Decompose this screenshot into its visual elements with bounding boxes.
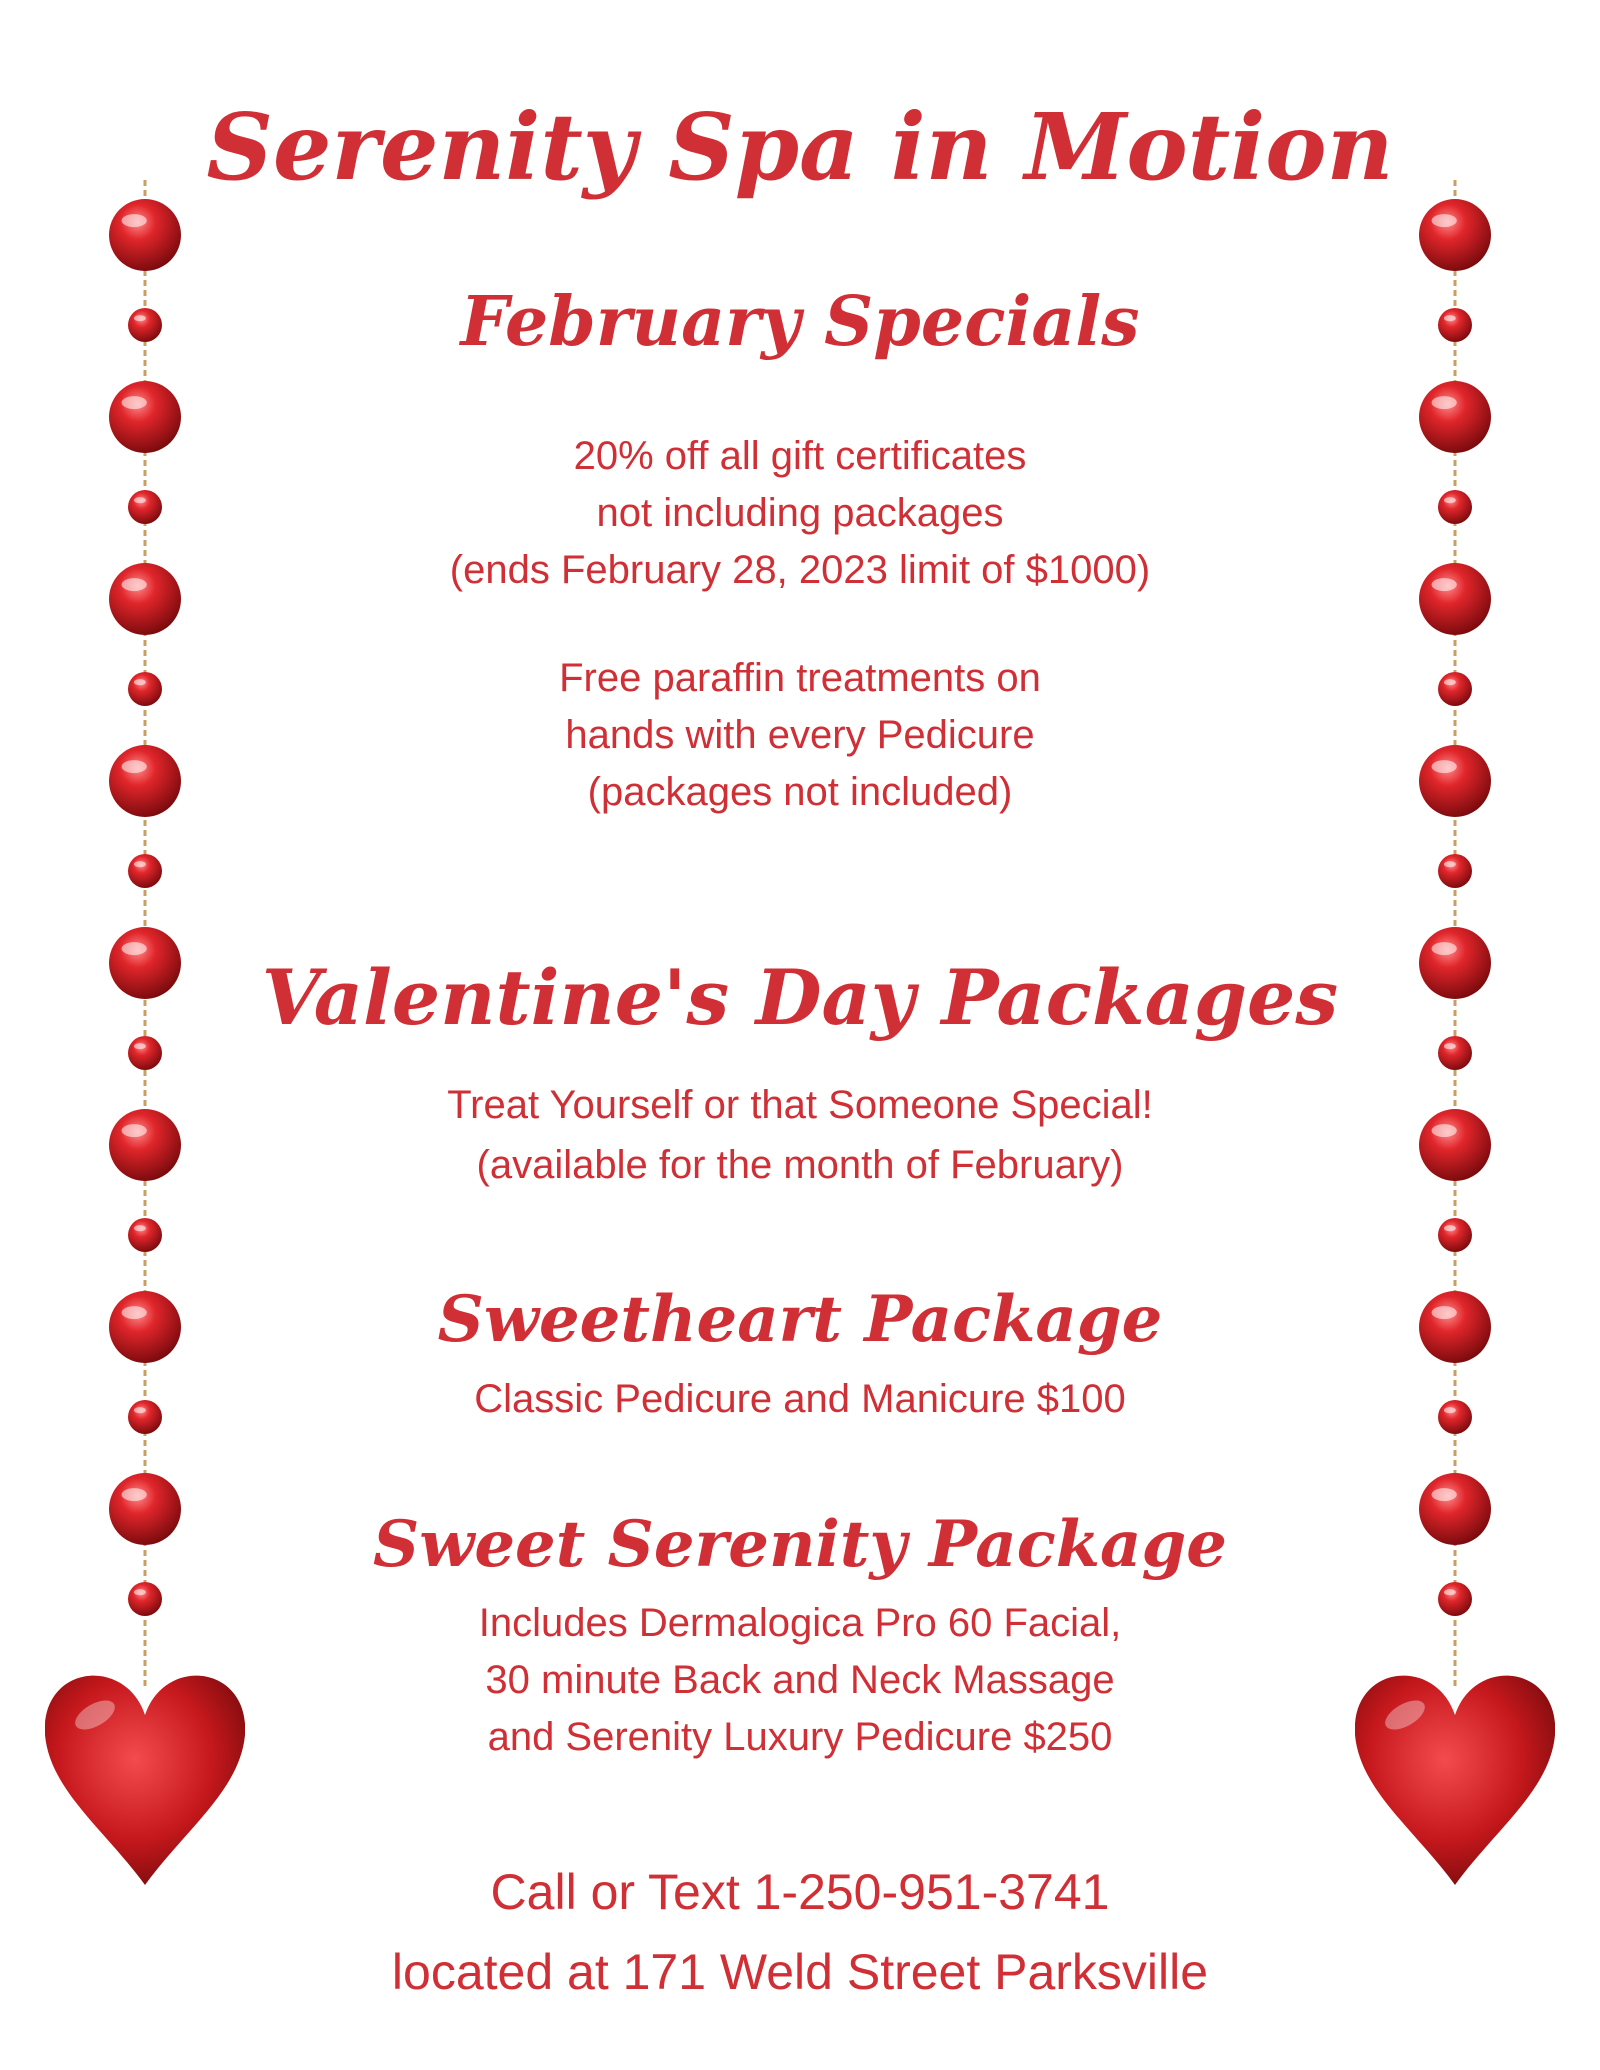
large-red-bead xyxy=(109,927,181,999)
bead-highlight xyxy=(122,578,147,591)
bead-highlight xyxy=(122,214,147,227)
small-red-bead xyxy=(128,308,162,342)
bead-highlight xyxy=(1432,214,1457,227)
large-red-bead xyxy=(1419,745,1491,817)
bead-highlight xyxy=(1444,679,1456,685)
gift-certificate-offer xyxy=(200,428,1400,599)
offer-line: (packages not included) xyxy=(587,770,1013,814)
small-red-bead xyxy=(128,1218,162,1252)
valentines-intro xyxy=(200,1075,1400,1195)
small-red-bead xyxy=(1438,672,1472,706)
offer-line: hands with every Pedicure xyxy=(565,713,1035,757)
large-red-bead xyxy=(109,1473,181,1545)
large-red-bead xyxy=(1419,381,1491,453)
bead-highlight xyxy=(1432,578,1457,591)
bead-highlight xyxy=(134,1043,146,1049)
package-line: 30 minute Back and Neck Massage xyxy=(485,1658,1115,1702)
small-red-bead xyxy=(128,672,162,706)
spa-title: Serenity Spa in Motion xyxy=(206,93,1394,201)
intro-line: (available for the month of February) xyxy=(476,1143,1124,1187)
bead-highlight xyxy=(1432,760,1457,773)
offer-line: Free paraffin treatments on xyxy=(559,656,1041,700)
package-line: and Serenity Luxury Pedicure $250 xyxy=(487,1715,1113,1759)
large-red-bead xyxy=(109,1109,181,1181)
bead-highlight xyxy=(122,1124,147,1137)
offer-line: not including packages xyxy=(596,491,1004,535)
bead-highlight xyxy=(1444,1407,1456,1413)
small-red-bead xyxy=(128,1582,162,1616)
large-red-bead xyxy=(1419,927,1491,999)
bead-highlight xyxy=(134,861,146,867)
small-red-bead xyxy=(1438,1582,1472,1616)
bead-highlight xyxy=(134,1407,146,1413)
valentines-packages-heading: Valentine's Day Packages xyxy=(261,953,1339,1042)
small-red-bead xyxy=(1438,308,1472,342)
bead-highlight xyxy=(1444,497,1456,503)
bead-highlight xyxy=(134,497,146,503)
package-line: Includes Dermalogica Pro 60 Facial, xyxy=(478,1601,1122,1645)
sweet-serenity-package-details xyxy=(200,1595,1400,1766)
large-red-bead xyxy=(1419,563,1491,635)
large-red-bead xyxy=(1419,199,1491,271)
small-red-bead xyxy=(128,1400,162,1434)
large-red-bead xyxy=(1419,1109,1491,1181)
bead-highlight xyxy=(1444,861,1456,867)
bead-highlight xyxy=(134,1225,146,1231)
bead-highlight xyxy=(122,942,147,955)
bead-highlight xyxy=(122,1488,147,1501)
sweetheart-package-details: Classic Pedicure and Manicure $100 xyxy=(474,1377,1126,1421)
february-specials-heading: February Specials xyxy=(460,282,1140,362)
bead-highlight xyxy=(1432,942,1457,955)
large-red-bead xyxy=(109,563,181,635)
small-red-bead xyxy=(1438,1218,1472,1252)
bead-highlight xyxy=(1432,396,1457,409)
small-red-bead xyxy=(1438,854,1472,888)
intro-line: Treat Yourself or that Someone Special! xyxy=(447,1083,1153,1127)
contact-phone: Call or Text 1-250-951-3741 xyxy=(490,1864,1110,1920)
bead-highlight xyxy=(122,396,147,409)
large-red-bead xyxy=(109,381,181,453)
small-red-bead xyxy=(1438,490,1472,524)
offer-line: 20% off all gift certificates xyxy=(573,434,1027,478)
bead-highlight xyxy=(1444,315,1456,321)
bead-highlight xyxy=(122,760,147,773)
large-red-bead xyxy=(109,1291,181,1363)
contact-address: located at 171 Weld Street Parksville xyxy=(391,1944,1209,2000)
sweetheart-package-heading: Sweetheart Package xyxy=(437,1282,1163,1357)
bead-highlight xyxy=(122,1306,147,1319)
sweet-serenity-package-heading: Sweet Serenity Package xyxy=(373,1507,1227,1582)
bead-highlight xyxy=(134,679,146,685)
small-red-bead xyxy=(128,490,162,524)
small-red-bead xyxy=(1438,1036,1472,1070)
large-red-bead xyxy=(109,745,181,817)
small-red-bead xyxy=(1438,1400,1472,1434)
bead-highlight xyxy=(1444,1043,1456,1049)
large-red-bead xyxy=(109,199,181,271)
bead-highlight xyxy=(134,315,146,321)
bead-highlight xyxy=(1432,1124,1457,1137)
paraffin-offer xyxy=(200,650,1400,821)
large-red-bead xyxy=(1419,1291,1491,1363)
large-red-bead xyxy=(1419,1473,1491,1545)
bead-highlight xyxy=(134,1589,146,1595)
bead-highlight xyxy=(1444,1225,1456,1231)
bead-highlight xyxy=(1432,1488,1457,1501)
offer-line: (ends February 28, 2023 limit of $1000) xyxy=(449,548,1151,592)
bead-highlight xyxy=(1444,1589,1456,1595)
small-red-bead xyxy=(128,854,162,888)
bead-highlight xyxy=(1432,1306,1457,1319)
small-red-bead xyxy=(128,1036,162,1070)
